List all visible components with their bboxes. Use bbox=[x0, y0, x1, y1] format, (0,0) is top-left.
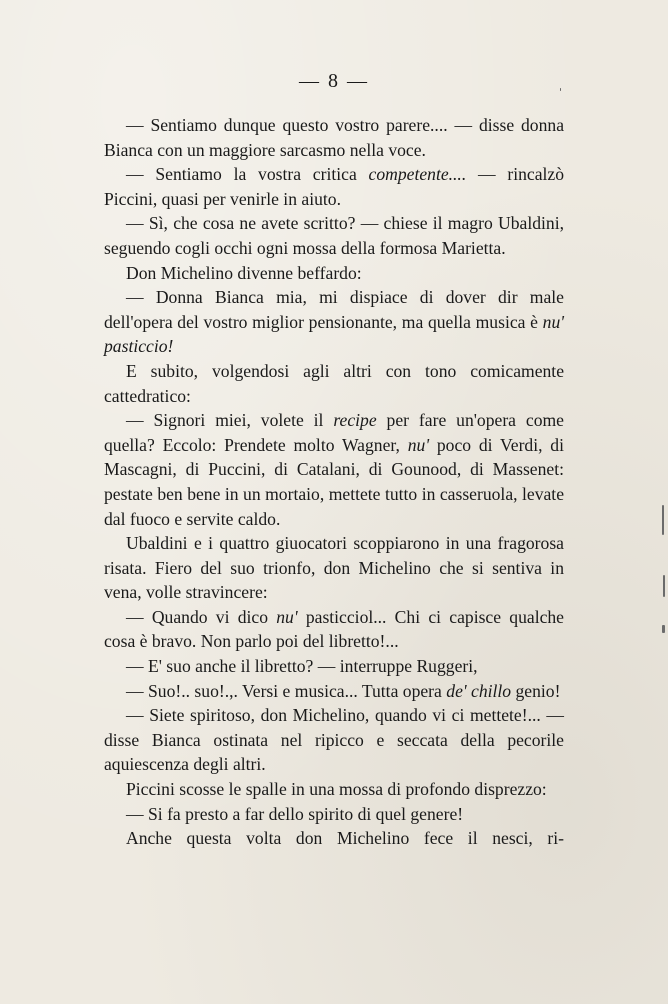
italic-word: competente.... bbox=[368, 164, 467, 185]
body-text bbox=[104, 113, 564, 851]
paragraph: — Sentiamo dunque questo vostro parere.... — disse donna Bianca con un maggiore sarcasmo nella voce. bbox=[104, 115, 564, 160]
paragraph: — Sentiamo la vostra critica competente.... — rincalzò Piccini, quasi per venirle in aiuto. bbox=[104, 164, 565, 209]
italic-word: recipe bbox=[333, 410, 377, 431]
paragraph: Don Michelino divenne beffardo: bbox=[126, 262, 362, 283]
scan-speck bbox=[560, 88, 561, 91]
paragraph: — Siete spiritoso, don Michelino, quando vi ci mettete!... — disse Bianca ostinata nel ripicco e seccata della pecorile aquiescenza degli altri. bbox=[104, 705, 564, 775]
paragraph: — Quando vi dico nu' pasticciol... Chi ci capisce qualche cosa è bravo. Non parlo poi del libretto!... bbox=[104, 606, 564, 652]
paragraph: E subito, volgendosi agli altri con tono comicamente cattedratico: bbox=[104, 360, 564, 406]
paragraph: — Suo!.. suo!.,. Versi e musica... Tutta opera de' chillo genio! bbox=[126, 680, 561, 701]
paragraph: — Donna Bianca mia, mi dispiace di dover dir male dell'opera del vostro miglior pensionante, ma quella musica è nu' pasticcio! bbox=[104, 287, 564, 357]
paragraph: Anche questa volta don Michelino fece il nesci, ri- bbox=[126, 828, 564, 849]
scan-speck bbox=[662, 625, 665, 633]
paragraph: — Si fa presto a far dello spirito di quel genere! bbox=[126, 803, 464, 824]
italic-word: nu' bbox=[276, 606, 298, 627]
italic-word: de' chillo bbox=[446, 680, 512, 701]
italic-word: nu' pasticcio! bbox=[104, 311, 564, 357]
paragraph: Piccini scosse le spalle in una mossa di profondo disprezzo: bbox=[126, 779, 547, 800]
italic-word: nu' bbox=[407, 434, 430, 455]
paragraph: Ubaldini e i quattro giuocatori scoppiarono in una fragorosa risata. Fiero del suo trionfo, don Michelino che si sentiva in vena, volle stravincere: bbox=[104, 533, 564, 603]
scan-speck bbox=[663, 575, 665, 597]
paragraph: — Sì, che cosa ne avete scritto? — chiese il magro Ubaldini, seguendo cogli occhi ogni mossa della formosa Marietta. bbox=[104, 213, 564, 258]
page-number: — 8 — bbox=[299, 70, 369, 92]
paragraph: — Signori miei, volete il recipe per fare un'opera come quella? Eccolo: Prendete molto Wagner, nu' poco di Verdi, di Mascagni, di Puccini, di Catalani, di Gounood, di Massenet: pestate ben bene in un mortaio, mettete tutto in casseruola, levate dal fuoco e servite caldo. bbox=[104, 410, 564, 529]
scan-speck bbox=[662, 505, 664, 535]
paragraph: — E' suo anche il libretto? — interruppe Ruggeri, bbox=[126, 656, 478, 677]
